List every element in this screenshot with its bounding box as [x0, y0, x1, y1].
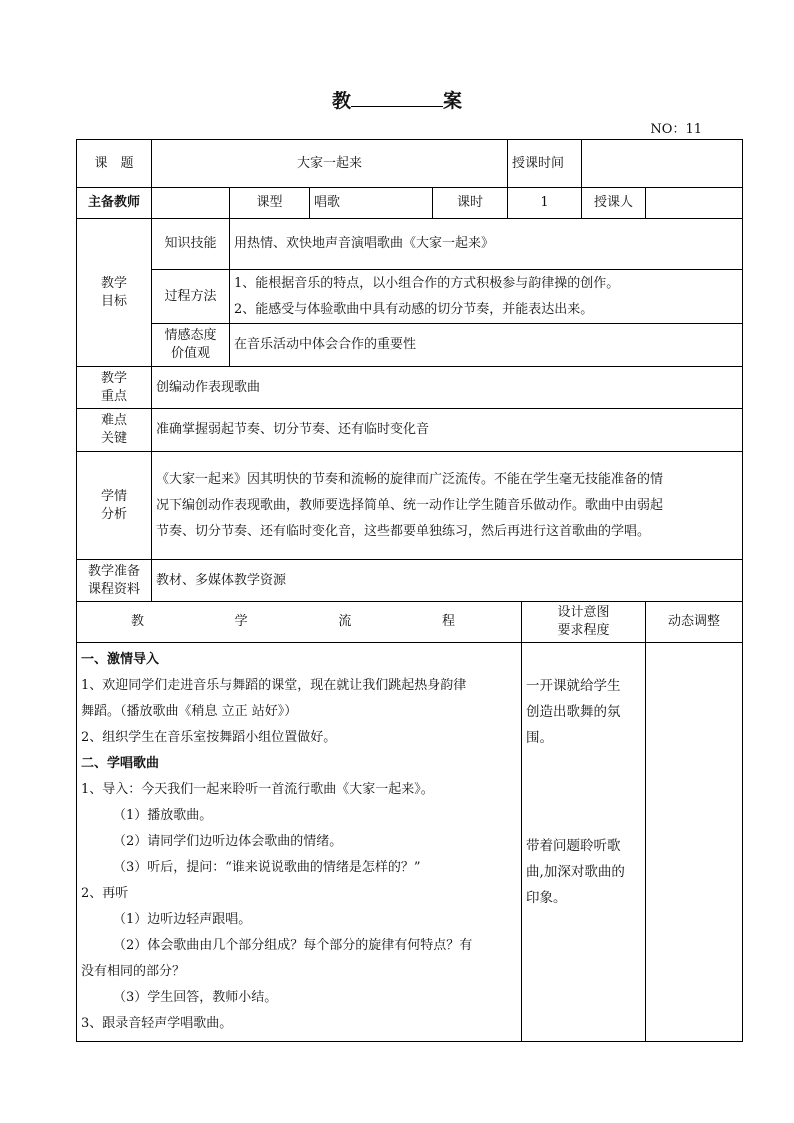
flow-header-c3: 流 [338, 614, 352, 630]
analysis-value [152, 452, 743, 560]
row-analysis [77, 452, 743, 560]
difficulty-label-line1: 难点 [100, 413, 127, 429]
flow-header-c4: 程 [442, 614, 456, 630]
design-note2-l3: 印象。 [526, 890, 567, 906]
design-note2-l1: 带着问题聆听歌 [526, 838, 621, 854]
flow-design-notes [522, 643, 646, 1042]
goals-label-line2: 目标 [100, 293, 127, 309]
analysis-label-line2: 分析 [100, 506, 127, 522]
analysis-label-line1: 学情 [100, 488, 127, 504]
title-char-right: 案 [443, 90, 463, 112]
focus-label-line1: 教学 [100, 370, 127, 386]
row-difficulty [77, 409, 743, 452]
document-title [0, 86, 794, 113]
row-flow-body [77, 643, 743, 1042]
lecturer-label: 授课人 [582, 188, 646, 219]
topic-label: 课 题 [77, 140, 152, 188]
document-number: NO：11 [650, 122, 702, 137]
emotion-label-line2: 价值观 [170, 346, 210, 361]
design-line2: 要求程度 [557, 623, 610, 638]
row-goal-emotion [77, 324, 743, 367]
flow-s2-l9: （3）学生回答，教师小结。 [113, 990, 278, 1005]
topic-value: 大家一起来 [152, 140, 508, 188]
knowledge-value: 用热情、欢快地声音演唱歌曲《大家一起来》 [230, 219, 743, 270]
row-goal-knowledge [77, 219, 743, 270]
design-note-spacer [526, 751, 641, 833]
time-label: 授课时间 [508, 140, 582, 188]
type-label: 课型 [230, 188, 310, 219]
emotion-label [152, 324, 230, 367]
analysis-line2: 况下编创动作表现歌曲，教师要选择简单、统一动作让学生随音乐做动作。歌曲中由弱起 [156, 497, 664, 513]
goals-label-line1: 教学 [100, 275, 127, 291]
flow-s2-l5: 2、再听 [81, 886, 129, 901]
prep-label [77, 560, 152, 602]
flow-s2-title: 二、学唱歌曲 [81, 756, 160, 771]
row-prep [77, 560, 743, 602]
title-char-left: 教 [331, 90, 351, 112]
flow-header-design [522, 602, 646, 643]
flow-s2-l7: （2）体会歌曲由几个部分组成？每个部分的旋律有何特点？有 [113, 938, 473, 953]
time-value [582, 140, 743, 188]
teacher-label: 主备教师 [77, 188, 152, 219]
design-note1-l3: 围。 [526, 730, 554, 746]
flow-s2-l4: （3）听后，提问：“谁来说说歌曲的情绪是怎样的？” [113, 860, 421, 875]
flow-s2-l6: （1）边听边轻声跟唱。 [113, 912, 252, 927]
design-line1: 设计意图 [557, 605, 610, 621]
row-goal-process [77, 270, 743, 324]
flow-header-adjust: 动态调整 [646, 602, 743, 643]
goals-label [77, 219, 152, 367]
process-line1: 1、能根据音乐的特点，以小组合作的方式积极参与韵律操的创作。 [234, 275, 620, 291]
focus-value: 创编动作表现歌曲 [152, 367, 743, 409]
row-topic [77, 140, 743, 188]
focus-label-line2: 重点 [100, 388, 127, 404]
process-value [230, 270, 743, 324]
flow-s2-l3: （2）请同学们边听边体会歌曲的情绪。 [113, 834, 343, 849]
flow-content [77, 643, 522, 1042]
process-label: 过程方法 [152, 270, 230, 324]
prep-value: 教材、多媒体教学资源 [152, 560, 743, 602]
row-teacher [77, 188, 743, 219]
flow-s1-l1: 1、欢迎同学们走进音乐与舞蹈的课堂，现在就让我们跳起热身韵律 [81, 678, 467, 693]
knowledge-label: 知识技能 [152, 219, 230, 270]
design-note1-l1: 一开课就给学生 [526, 678, 621, 694]
hours-label: 课时 [433, 188, 508, 219]
emotion-value: 在音乐活动中体会合作的重要性 [230, 324, 743, 367]
difficulty-value: 准确掌握弱起节奏、切分节奏、还有临时变化音 [152, 409, 743, 452]
flow-s1-l3: 2、组织学生在音乐室按舞蹈小组位置做好。 [81, 730, 337, 745]
lesson-plan-table [76, 139, 743, 1042]
prep-label-line1: 教学准备 [87, 563, 140, 579]
difficulty-label [77, 409, 152, 452]
analysis-label [77, 452, 152, 560]
analysis-line3: 节奏、切分节奏、还有临时变化音，这些都要单独练习，然后再进行这首歌曲的学唱。 [156, 523, 651, 539]
emotion-label-line1: 情感态度 [164, 328, 217, 344]
flow-adjust-cell [646, 643, 743, 1042]
flow-header-c1: 教 [131, 614, 145, 630]
teacher-value [152, 188, 230, 219]
process-line2: 2、能感受与体验歌曲中具有动感的切分节奏，并能表达出来。 [234, 301, 594, 317]
prep-label-line2: 课程资料 [87, 581, 140, 597]
row-focus [77, 367, 743, 409]
flow-s2-l1: 1、导入：今天我们一起来聆听一首流行歌曲《大家一起来》。 [81, 782, 434, 797]
flow-s2-l10: 3、跟录音轻声学唱歌曲。 [81, 1016, 233, 1031]
row-flow-header [77, 602, 743, 643]
design-note2-l2: 曲,加深对歌曲的 [526, 864, 625, 880]
difficulty-label-line2: 关键 [100, 431, 127, 446]
focus-label [77, 367, 152, 409]
flow-s1-title: 一、激情导入 [81, 652, 160, 667]
hours-value: 1 [508, 188, 582, 219]
flow-header-c2: 学 [234, 614, 248, 630]
flow-s1-l2: 舞蹈。（播放歌曲《稍息 立正 站好》） [81, 704, 298, 719]
type-value: 唱歌 [310, 188, 433, 219]
title-underline [351, 105, 443, 107]
flow-s2-l2: （1）播放歌曲。 [113, 808, 213, 823]
flow-header-title [77, 602, 522, 643]
analysis-line1: 《大家一起来》因其明快的节奏和流畅的旋律而广泛流传。不能在学生毫无技能准备的情 [156, 471, 664, 487]
design-note1-l2: 创造出歌舞的氛 [526, 704, 621, 720]
flow-s2-l8: 没有相同的部分？ [81, 964, 186, 979]
lecturer-value [646, 188, 743, 219]
